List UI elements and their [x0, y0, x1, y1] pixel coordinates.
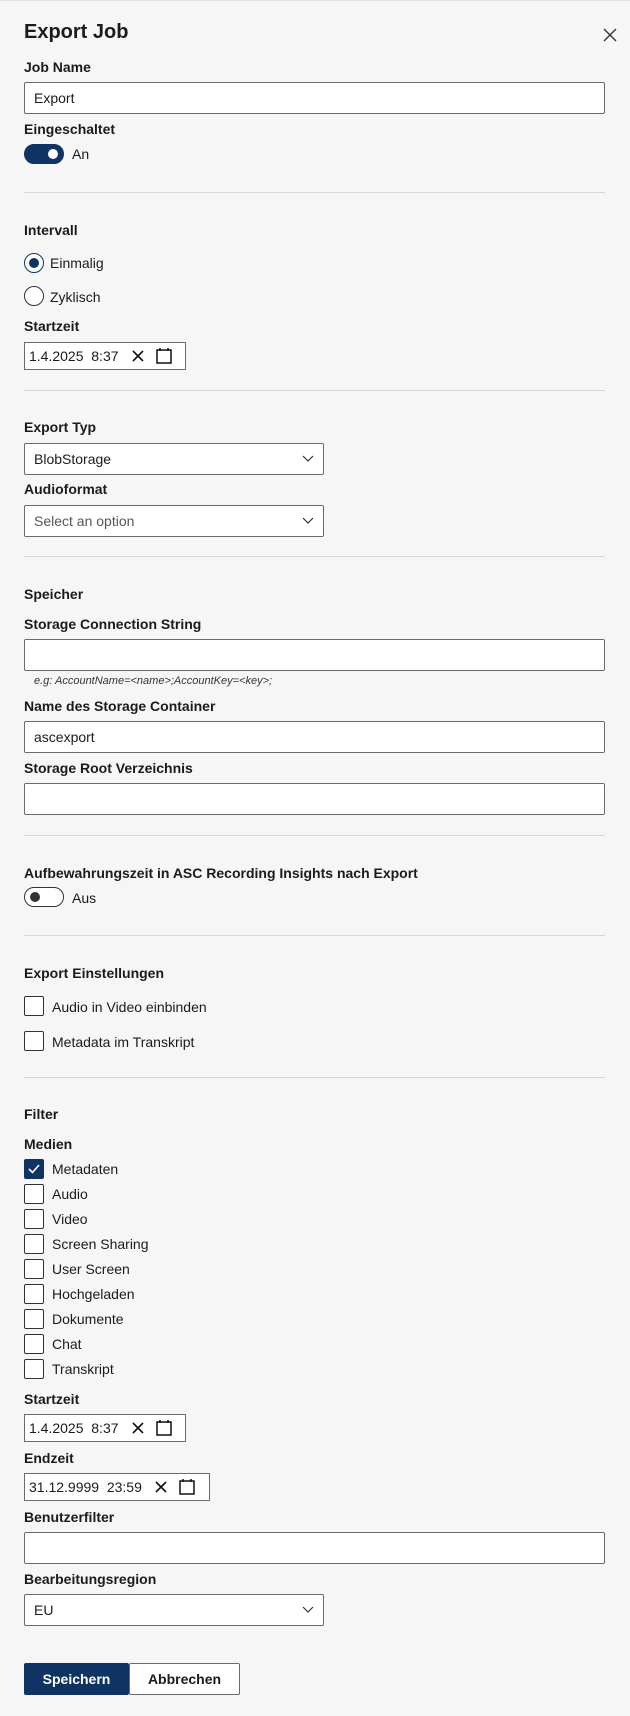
job-name-label: Job Name	[24, 59, 91, 75]
export-settings-title: Export Einstellungen	[24, 965, 165, 981]
audio-format-placeholder: Select an option	[34, 513, 135, 529]
conn-string-hint: e.g: AccountName=<name>;AccountKey=<key>;	[34, 675, 273, 687]
cancel-button[interactable]: Abbrechen	[129, 1663, 240, 1695]
media-label-screen-sharing: Screen Sharing	[52, 1236, 149, 1252]
divider	[24, 390, 605, 391]
checkbox-audio-in-video[interactable]	[24, 996, 44, 1016]
clear-icon[interactable]	[154, 1480, 168, 1494]
media-label-transkript: Transkript	[52, 1361, 114, 1377]
close-icon[interactable]	[602, 27, 618, 43]
divider	[24, 835, 605, 836]
media-checkbox-chat[interactable]	[24, 1334, 44, 1354]
conn-string-label: Storage Connection String	[24, 616, 202, 632]
media-label-dokumente: Dokumente	[52, 1311, 124, 1327]
user-filter-input[interactable]	[24, 1532, 605, 1564]
filter-start-picker[interactable]	[24, 1414, 186, 1442]
user-filter-label: Benutzerfilter	[24, 1509, 115, 1525]
media-checkbox-dokumente[interactable]	[24, 1309, 44, 1329]
checkbox-audio-in-video-label: Audio in Video einbinden	[52, 999, 207, 1015]
calendar-icon[interactable]	[155, 1419, 173, 1437]
media-checkbox-audio[interactable]	[24, 1184, 44, 1204]
radio-einmalig-label: Einmalig	[50, 255, 104, 271]
clear-icon[interactable]	[131, 1421, 145, 1435]
panel-title: Export Job	[24, 21, 129, 43]
media-checkbox-hochgeladen[interactable]	[24, 1284, 44, 1304]
filter-end-picker[interactable]	[24, 1473, 210, 1501]
media-checkbox-user-screen[interactable]	[24, 1259, 44, 1279]
media-checkbox-screen-sharing[interactable]	[24, 1234, 44, 1254]
divider	[24, 935, 605, 936]
start-time-picker[interactable]	[24, 342, 186, 370]
start-time-label: Startzeit	[24, 318, 80, 334]
root-dir-input[interactable]	[24, 783, 605, 815]
retention-toggle[interactable]	[24, 887, 64, 907]
save-button[interactable]: Speichern	[24, 1663, 129, 1695]
radio-zyklisch-label: Zyklisch	[50, 289, 101, 305]
divider	[24, 192, 605, 193]
retention-label: Aufbewahrungszeit in ASC Recording Insights nach Export	[24, 865, 418, 881]
audio-format-label: Audioformat	[24, 481, 108, 497]
media-checkbox-metadaten[interactable]	[24, 1159, 44, 1179]
region-select[interactable]	[24, 1594, 324, 1626]
export-type-select[interactable]	[24, 443, 324, 475]
filter-start-label: Startzeit	[24, 1391, 80, 1407]
checkbox-metadata-transcript-label: Metadata im Transkript	[52, 1034, 195, 1050]
filter-end-value: 31.12.9999 23:59	[29, 1479, 142, 1495]
filter-start-value: 1.4.2025 8:37	[29, 1420, 119, 1436]
media-label-audio: Audio	[52, 1186, 88, 1202]
export-type-value: BlobStorage	[34, 451, 112, 467]
clear-icon[interactable]	[131, 349, 145, 363]
media-label: Medien	[24, 1136, 73, 1152]
checkmark-icon	[27, 1162, 41, 1176]
filter-end-label: Endzeit	[24, 1450, 74, 1466]
chevron-down-icon	[302, 1606, 314, 1614]
toggle-knob	[48, 149, 58, 159]
media-label-chat: Chat	[52, 1336, 82, 1352]
radio-einmalig[interactable]	[24, 253, 44, 273]
chevron-down-icon	[302, 517, 314, 525]
enabled-label: Eingeschaltet	[24, 121, 116, 137]
divider	[24, 556, 605, 557]
region-label: Bearbeitungsregion	[24, 1571, 157, 1587]
filter-section-title: Filter	[24, 1106, 59, 1122]
conn-string-input[interactable]	[24, 639, 605, 671]
calendar-icon[interactable]	[155, 347, 173, 365]
retention-state-text: Aus	[72, 890, 97, 906]
enabled-toggle[interactable]	[24, 144, 64, 164]
job-name-input[interactable]: Export	[24, 82, 605, 114]
region-value: EU	[34, 1602, 54, 1618]
container-input[interactable]: ascexport	[24, 721, 605, 753]
media-label-metadaten: Metadaten	[52, 1161, 119, 1177]
media-label-hochgeladen: Hochgeladen	[52, 1286, 135, 1302]
storage-section-title: Speicher	[24, 586, 84, 602]
export-type-label: Export Typ	[24, 419, 97, 435]
calendar-icon[interactable]	[178, 1478, 196, 1496]
divider	[24, 1077, 605, 1078]
start-time-value: 1.4.2025 8:37	[29, 348, 119, 364]
media-checkbox-video[interactable]	[24, 1209, 44, 1229]
media-label-user-screen: User Screen	[52, 1261, 130, 1277]
chevron-down-icon	[302, 455, 314, 463]
radio-zyklisch[interactable]	[24, 286, 44, 306]
root-dir-label: Storage Root Verzeichnis	[24, 760, 193, 776]
toggle-knob	[30, 892, 40, 902]
interval-label: Intervall	[24, 222, 78, 238]
audio-format-select[interactable]	[24, 505, 324, 537]
checkbox-metadata-transcript[interactable]	[24, 1031, 44, 1051]
radio-dot	[29, 258, 39, 268]
enabled-state-text: An	[72, 146, 90, 162]
media-label-video: Video	[52, 1211, 88, 1227]
container-label: Name des Storage Container	[24, 698, 216, 714]
media-checkbox-transkript[interactable]	[24, 1359, 44, 1379]
